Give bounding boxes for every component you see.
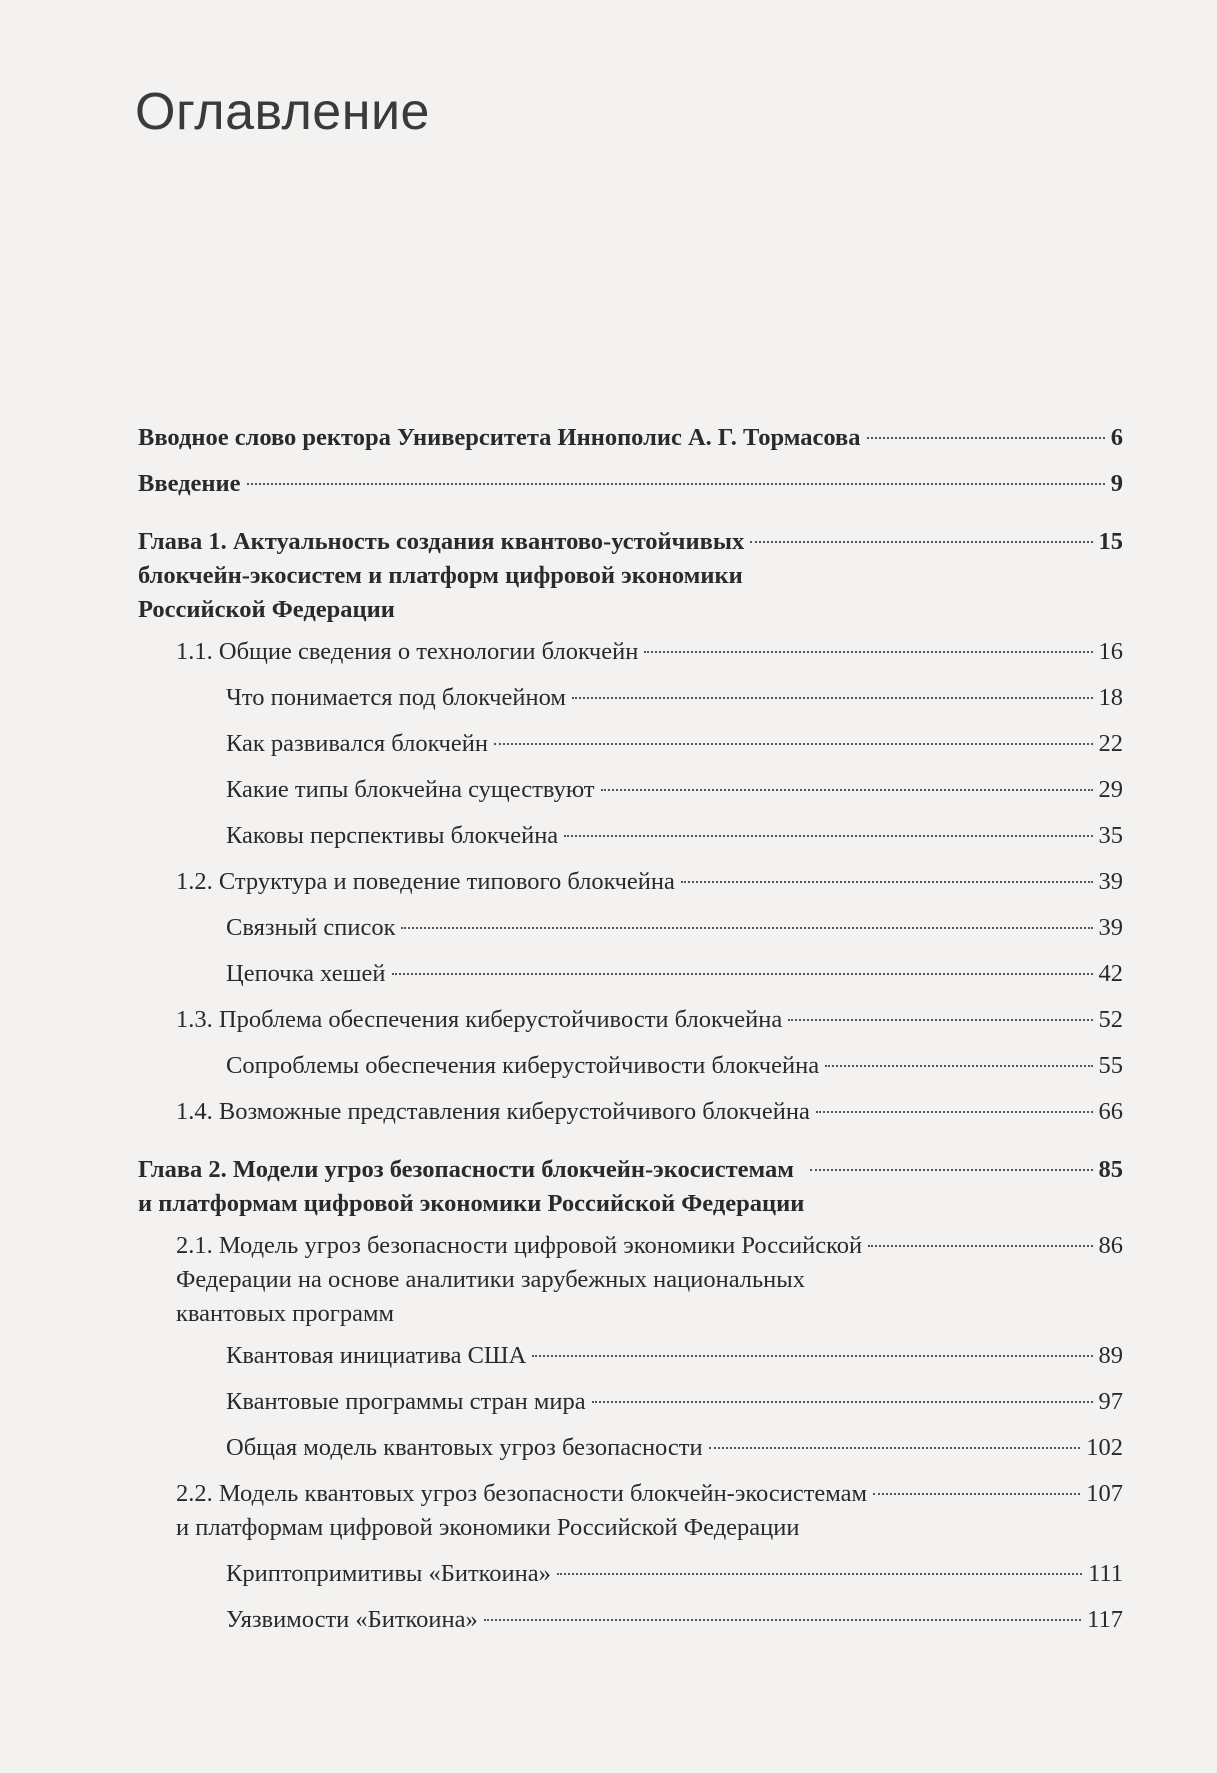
toc-entry-title: Глава 2. Модели угроз безопасности блокчейн-экосистемам и платформам цифровой экономики Российской Федерации	[138, 1156, 805, 1217]
toc-entry-title: 1.4. Возможные представления киберустойчивого блокчейна	[176, 1098, 810, 1125]
toc-entry-title: Квантовые программы стран мира	[226, 1388, 586, 1415]
toc-entry-title: 2.2. Модель квантовых угроз безопасности блокчейн-экосистемам и платформам цифровой экономики Российской Федерации	[176, 1480, 868, 1541]
toc-entry[interactable]	[138, 865, 1123, 899]
toc-entry[interactable]	[138, 1477, 1123, 1545]
dot-leader	[788, 1019, 1092, 1021]
toc-entry[interactable]	[138, 1557, 1123, 1591]
dot-leader	[564, 835, 1092, 837]
toc-entry[interactable]	[138, 421, 1123, 455]
toc-entry[interactable]	[138, 911, 1123, 945]
toc-entry[interactable]	[138, 681, 1123, 715]
toc-entry[interactable]	[138, 635, 1123, 669]
toc-entry-title: Каковы перспективы блокчейна	[226, 822, 559, 849]
toc-entry[interactable]	[138, 1603, 1123, 1637]
dot-leader	[392, 973, 1093, 975]
toc-entry-page: 55	[1098, 1052, 1123, 1079]
toc-entry-page: 18	[1098, 684, 1123, 711]
toc-entry[interactable]	[138, 1431, 1123, 1465]
toc-entry-page: 102	[1086, 1434, 1123, 1461]
toc-entry[interactable]	[138, 727, 1123, 761]
toc-entry-page: 117	[1087, 1606, 1123, 1633]
toc-entry-page: 97	[1098, 1388, 1123, 1415]
toc-entry-title: Какие типы блокчейна существуют	[226, 776, 595, 803]
toc-entry-title: Вводное слово ректора Университета Иннополис А. Г. Тормасова	[138, 424, 861, 451]
toc-entry-title: 2.1. Модель угроз безопасности цифровой экономики Российской Федерации на основе аналитики зарубежных национальных квантовых программ	[176, 1232, 863, 1327]
dot-leader	[867, 437, 1105, 439]
dot-leader	[557, 1573, 1082, 1575]
dot-leader	[750, 541, 1092, 543]
toc-entry-page: 15	[1098, 528, 1123, 555]
toc-entry-title: Глава 1. Актуальность создания квантово-устойчивых блокчейн-экосистем и платформ цифровой экономики Российской Федерации	[138, 528, 745, 623]
toc-entry-page: 22	[1098, 730, 1123, 757]
toc-entry-title: Квантовая инициатива США	[226, 1342, 527, 1369]
dot-leader	[592, 1401, 1093, 1403]
dot-leader	[873, 1493, 1080, 1495]
dot-leader	[247, 483, 1105, 485]
toc-entry-page: 39	[1098, 868, 1123, 895]
dot-leader	[825, 1065, 1092, 1067]
toc-entry-title: Цепочка хешей	[226, 960, 386, 987]
toc-entry[interactable]	[138, 1385, 1123, 1419]
dot-leader	[484, 1619, 1081, 1621]
dot-leader	[494, 743, 1093, 745]
toc-entry-page: 66	[1098, 1098, 1123, 1125]
toc-entry[interactable]	[138, 525, 1123, 627]
dot-leader	[601, 789, 1093, 791]
dot-leader	[572, 697, 1093, 699]
toc-entry[interactable]	[138, 1095, 1123, 1129]
toc-entry-title: Криптопримитивы «Биткоина»	[226, 1560, 551, 1587]
dot-leader	[816, 1111, 1093, 1113]
toc-entry[interactable]	[138, 773, 1123, 807]
dot-leader	[810, 1169, 1092, 1171]
toc-entry-title: Общая модель квантовых угроз безопасности	[226, 1434, 703, 1461]
toc-entry-page: 89	[1098, 1342, 1123, 1369]
toc-entry-page: 42	[1098, 960, 1123, 987]
toc-entry[interactable]	[138, 819, 1123, 853]
toc-entry[interactable]	[138, 1229, 1123, 1331]
toc-entry[interactable]	[138, 957, 1123, 991]
toc-entry-title: Сопроблемы обеспечения киберустойчивости блокчейна	[226, 1052, 820, 1079]
dot-leader	[709, 1447, 1081, 1449]
toc-entry-title: Уязвимости «Биткоина»	[226, 1606, 478, 1633]
dot-leader	[681, 881, 1093, 883]
toc-entry-page: 16	[1098, 638, 1123, 665]
toc-entry-page: 6	[1110, 424, 1123, 451]
toc-entry[interactable]	[138, 1049, 1123, 1083]
toc-entry-page: 52	[1098, 1006, 1123, 1033]
toc-entry-title: 1.1. Общие сведения о технологии блокчейн	[176, 638, 639, 665]
toc-entry[interactable]	[138, 467, 1123, 501]
toc-entry-title: Связный список	[226, 914, 396, 941]
toc-entry-title: 1.3. Проблема обеспечения киберустойчивости блокчейна	[176, 1006, 783, 1033]
dot-leader	[644, 651, 1092, 653]
page-title: Оглавление	[135, 83, 430, 141]
toc-entry-page: 35	[1098, 822, 1123, 849]
dot-leader	[401, 927, 1092, 929]
toc-entry[interactable]	[138, 1153, 1123, 1221]
dot-leader	[868, 1245, 1092, 1247]
toc-entry-title: 1.2. Структура и поведение типового блокчейна	[176, 868, 675, 895]
toc-entry-page: 107	[1086, 1480, 1123, 1507]
toc-entry-page: 85	[1098, 1156, 1123, 1183]
toc-entry-title: Как развивался блокчейн	[226, 730, 488, 757]
toc-entry-page: 39	[1098, 914, 1123, 941]
toc-entry-page: 86	[1098, 1232, 1123, 1259]
toc-entry-title: Что понимается под блокчейном	[226, 684, 566, 711]
toc-entry[interactable]	[138, 1339, 1123, 1373]
toc-entry-page: 29	[1098, 776, 1123, 803]
table-of-contents	[138, 421, 1123, 1649]
toc-entry-page: 9	[1110, 470, 1123, 497]
toc-entry-title: Введение	[138, 470, 241, 497]
dot-leader	[532, 1355, 1092, 1357]
toc-entry-page: 111	[1088, 1560, 1123, 1587]
toc-entry[interactable]	[138, 1003, 1123, 1037]
